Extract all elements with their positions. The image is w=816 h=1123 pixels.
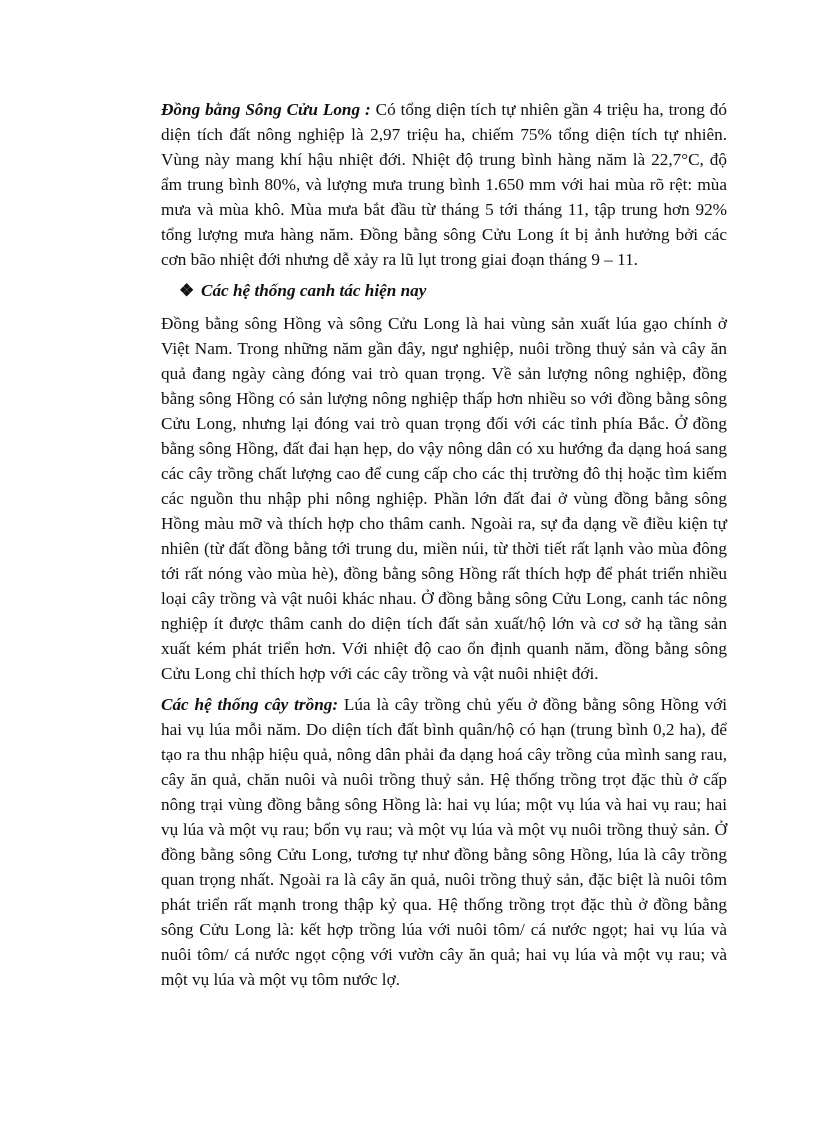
paragraph-lead-mekong-delta: Đồng bằng Sông Cửu Long : (161, 100, 371, 119)
section-heading (161, 278, 727, 303)
paragraph-text-crop-systems: Lúa là cây trồng chủ yếu ở đồng bằng sông Hồng với hai vụ lúa mỗi năm. Do diện tích đất bình quân/hộ có hạn (trung bình 0,2 ha), để tạo ra thu nhập hiệu quả, nông dân phải đa dạng hoá cây trồng của mình sang rau, cây ăn quả, chăn nuôi và nuôi trồng thuỷ sản. Hệ thống trồng trọt đặc thù ở cấp nông trại vùng đồng bằng sông Hồng là: hai vụ lúa; một vụ lúa và hai vụ rau; hai vụ lúa và một vụ rau; bốn vụ rau; và một vụ lúa và một vụ nuôi trồng thuỷ sản. Ở đồng bằng sông Cửu Long, tương tự như đồng bằng sông Hồng, lúa là cây trồng quan trọng nhất. Ngoài ra là cây ăn quả, nuôi trồng thuỷ sản, đặc biệt là nuôi tôm phát triển rất mạnh trong thập kỷ qua. Hệ thống trồng trọt đặc thù ở đồng bằng sông Cửu Long là: kết hợp trồng lúa với nuôi tôm/ cá nước ngọt; hai vụ lúa và nuôi tôm/ cá nước ngọt cộng với vườn cây ăn quả; hai vụ lúa và một vụ rau; và một vụ lúa và một vụ tôm nước lợ. (161, 695, 727, 989)
paragraph-crop-systems (161, 692, 727, 992)
paragraph-text-farming-systems: Đồng bằng sông Hồng và sông Cửu Long là hai vùng sản xuất lúa gạo chính ở Việt Nam. Trong những năm gần đây, ngư nghiệp, nuôi trồng thuỷ sản và cây ăn quả đang ngày càng đóng vai trò quan trọng. Về sản lượng nông nghiệp, đồng bằng sông Hồng có sản lượng nông nghiệp thấp hơn nhiều so với đồng bằng sông Cửu Long, nhưng lại đóng vai trò quan trọng đối với các tỉnh phía Bắc. Ở đồng bằng sông Hồng, đất đai hạn hẹp, do vậy nông dân có xu hướng đa dạng hoá sang các cây trồng chất lượng cao để cung cấp cho các thị trường đô thị hoặc tìm kiếm các nguồn thu nhập phi nông nghiệp. Phần lớn đất đai ở vùng đồng bằng sông Hồng màu mỡ và thích hợp cho thâm canh. Ngoài ra, sự đa dạng về điều kiện tự nhiên (từ đất đồng bằng tới trung du, miền núi, từ thời tiết rất lạnh vào mùa đông tới rất nóng vào mùa hè), đồng bằng sông Hồng rất thích hợp để phát triển nhiều loại cây trồng và vật nuôi khác nhau. Ở đồng bằng sông Cửu Long, canh tác nông nghiệp ít được thâm canh do diện tích đất sản xuất/hộ lớn và cơ sở hạ tầng sản xuất kém phát triển hơn. Với nhiệt độ cao ổn định quanh năm, đồng bằng sông Cửu Long chỉ thích hợp với các cây trồng và vật nuôi nhiệt đới. (161, 314, 727, 683)
diamond-bullet-icon: ❖ (179, 281, 195, 300)
paragraph-lead-crop-systems: Các hệ thống cây trồng: (161, 695, 339, 714)
paragraph-text-mekong-delta: Có tổng diện tích tự nhiên gần 4 triệu ha, trong đó diện tích đất nông nghiệp là 2,97 triệu ha, chiếm 75% tổng diện tích tự nhiên. Vùng này mang khí hậu nhiệt đới. Nhiệt độ trung bình hàng năm là 22,7°C, độ ẩm trung bình 80%, và lượng mưa trung bình 1.650 mm với hai mùa rõ rệt: mùa mưa và mùa khô. Mùa mưa bắt đầu từ tháng 5 tới tháng 11, tập trung hơn 92% tổng lượng mưa hàng năm. Đồng bằng sông Cửu Long ít bị ảnh hưởng bởi các cơn bão nhiệt đới nhưng dễ xảy ra lũ lụt trong giai đoạn tháng 9 – 11. (161, 100, 727, 269)
document-body (161, 97, 727, 998)
paragraph-mekong-delta (161, 97, 727, 272)
paragraph-farming-systems (161, 311, 727, 686)
section-heading-text: Các hệ thống canh tác hiện nay (201, 281, 427, 300)
